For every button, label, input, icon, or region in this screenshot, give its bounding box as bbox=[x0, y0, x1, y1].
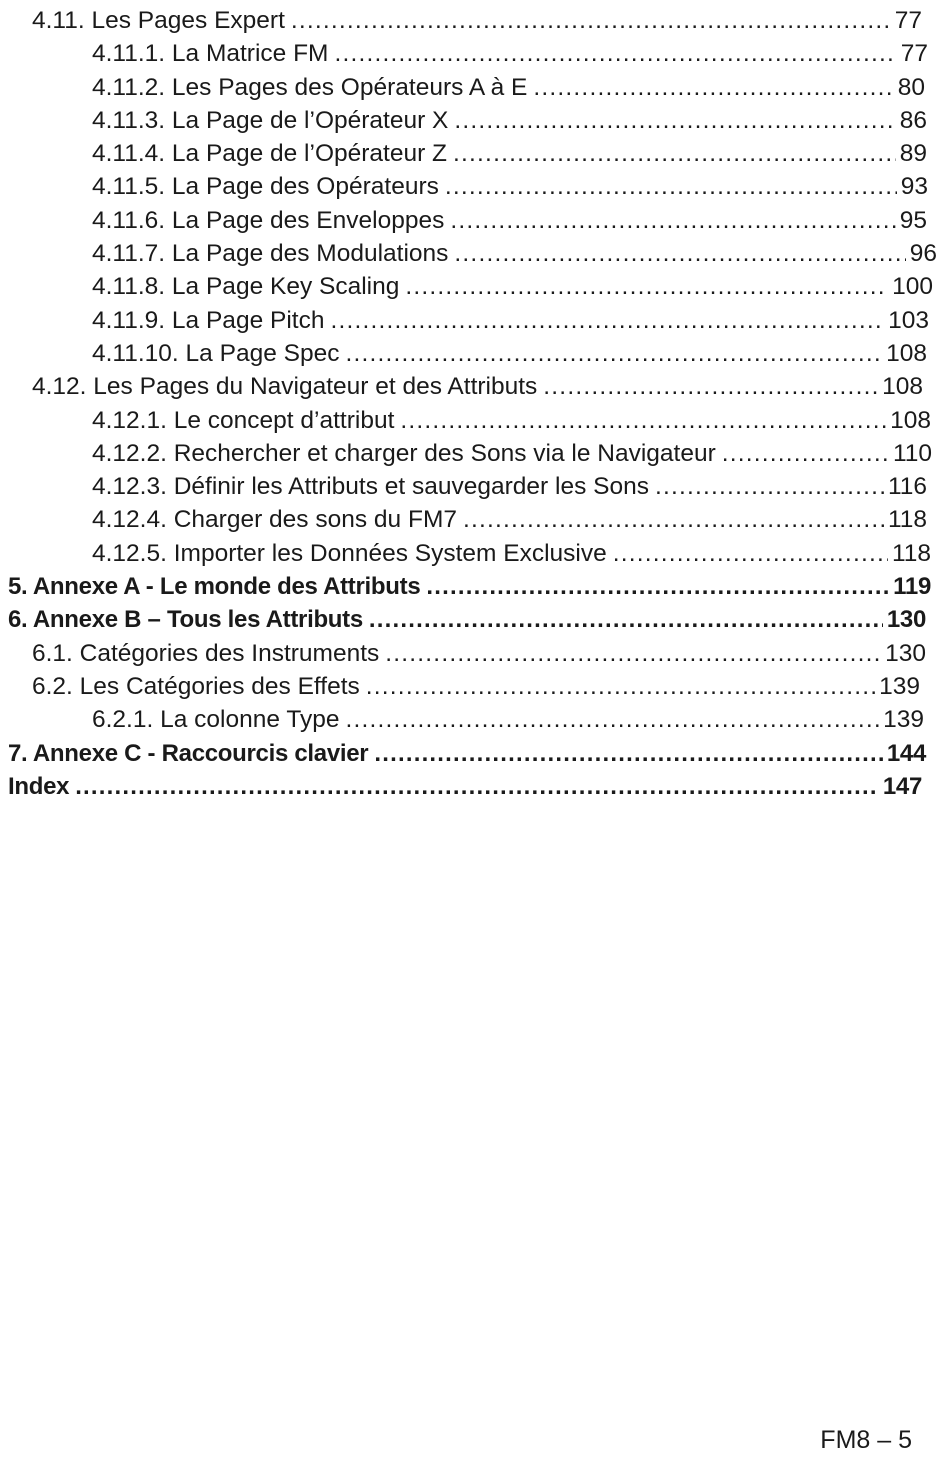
toc-leader-dots bbox=[543, 370, 878, 403]
toc-entry[interactable] bbox=[0, 237, 945, 270]
toc-entry-page: 80 bbox=[897, 73, 925, 101]
toc-entry-title: 4.12.4. Charger des sons du FM7 bbox=[92, 506, 457, 534]
toc-entry-title: 4.11.8. La Page Key Scaling bbox=[92, 273, 400, 301]
toc-leader-dots bbox=[453, 137, 896, 170]
toc-entry-page: 116 bbox=[887, 473, 927, 501]
toc-entry-title: 4.12. Les Pages du Navigateur et des Attributs bbox=[32, 373, 538, 401]
toc-entry[interactable] bbox=[0, 670, 945, 703]
toc-entry-page: 147 bbox=[882, 772, 922, 800]
toc-entry-title: 4.11.10. La Page Spec bbox=[92, 339, 340, 367]
toc-entry-title: 4.11.2. Les Pages des Opérateurs A à E bbox=[92, 73, 528, 101]
toc-entry-title: 4.11.6. La Page des Enveloppes bbox=[92, 206, 445, 234]
toc-entry-title: 4.11.3. La Page de l’Opérateur X bbox=[92, 106, 449, 134]
toc-entry-page: 77 bbox=[900, 40, 928, 68]
toc-leader-dots bbox=[374, 737, 882, 770]
toc-entry[interactable] bbox=[0, 104, 945, 137]
toc-entry[interactable] bbox=[0, 537, 945, 570]
toc-entry-page: 139 bbox=[883, 706, 924, 734]
toc-leader-dots bbox=[613, 537, 888, 570]
toc-entry-title: 4.11.7. La Page des Modulations bbox=[92, 240, 449, 268]
toc-entry[interactable] bbox=[0, 137, 945, 170]
toc-entry-title: 6. Annexe B – Tous les Attributs bbox=[8, 606, 363, 634]
toc-entry-title: 4.12.5. Importer les Données System Exclusive bbox=[92, 539, 607, 567]
toc-entry[interactable] bbox=[0, 170, 945, 203]
toc-entry-page: 108 bbox=[886, 339, 927, 367]
toc-entry-title: 4.12.2. Rechercher et charger des Sons via le Navigateur bbox=[92, 439, 716, 467]
toc-leader-dots bbox=[345, 703, 879, 736]
toc-leader-dots bbox=[75, 770, 879, 803]
toc-entry[interactable] bbox=[0, 737, 945, 770]
toc-leader-dots bbox=[345, 337, 882, 370]
toc-entry-title: 4.12.1. Le concept d’attribut bbox=[92, 406, 395, 434]
toc-entry-title: 6.2.1. La colonne Type bbox=[92, 706, 340, 734]
toc-entry-page: 93 bbox=[900, 173, 928, 201]
toc-entry[interactable] bbox=[0, 703, 945, 736]
toc-entry-page: 108 bbox=[882, 373, 923, 401]
toc-entry-page: 130 bbox=[886, 606, 926, 634]
toc-leader-dots bbox=[400, 404, 886, 437]
toc-leader-dots bbox=[366, 670, 875, 703]
toc-leader-dots bbox=[454, 237, 905, 270]
page-footer: FM8 – 5 bbox=[820, 1426, 912, 1454]
toc-entry-page: 103 bbox=[888, 306, 929, 334]
toc-leader-dots bbox=[655, 470, 884, 503]
toc-entry[interactable] bbox=[0, 437, 945, 470]
toc-entry-page: 96 bbox=[909, 240, 937, 268]
toc-entry-title: 4.11.5. La Page des Opérateurs bbox=[92, 173, 439, 201]
toc-leader-dots bbox=[330, 304, 884, 337]
toc-entry-title: 4.11.1. La Matrice FM bbox=[92, 40, 329, 68]
toc-entry[interactable] bbox=[0, 603, 945, 636]
toc-leader-dots bbox=[722, 437, 889, 470]
toc-entry-page: 130 bbox=[885, 639, 926, 667]
table-of-contents bbox=[0, 4, 945, 803]
toc-entry-page: 77 bbox=[894, 7, 922, 34]
toc-leader-dots bbox=[450, 204, 895, 237]
toc-leader-dots bbox=[334, 37, 896, 70]
toc-entry-page: 100 bbox=[892, 273, 933, 301]
toc-entry-title: 4.11.9. La Page Pitch bbox=[92, 306, 325, 334]
toc-entry-title: 4.11.4. La Page de l’Opérateur Z bbox=[92, 140, 448, 168]
toc-entry-page: 110 bbox=[892, 439, 932, 467]
toc-entry-page: 108 bbox=[890, 406, 931, 434]
toc-entry[interactable] bbox=[0, 503, 945, 536]
toc-entry[interactable] bbox=[0, 470, 945, 503]
toc-entry[interactable] bbox=[0, 270, 945, 303]
toc-entry[interactable] bbox=[0, 37, 945, 70]
toc-leader-dots bbox=[454, 104, 895, 137]
toc-leader-dots bbox=[445, 170, 897, 203]
toc-entry[interactable] bbox=[0, 370, 945, 403]
toc-entry[interactable] bbox=[0, 770, 945, 803]
toc-entry-page: 95 bbox=[899, 206, 927, 234]
toc-entry[interactable] bbox=[0, 71, 945, 104]
toc-entry-title: 5. Annexe A - Le monde des Attributs bbox=[8, 573, 421, 601]
toc-entry[interactable] bbox=[0, 404, 945, 437]
toc-entry-title: Index bbox=[8, 772, 70, 800]
toc-entry-page: 118 bbox=[891, 539, 931, 567]
toc-entry-page: 119 bbox=[893, 573, 931, 601]
toc-entry-page: 139 bbox=[879, 672, 920, 700]
toc-entry[interactable] bbox=[0, 4, 945, 37]
toc-entry-title: 6.2. Les Catégories des Effets bbox=[32, 672, 360, 700]
toc-leader-dots bbox=[533, 71, 893, 104]
toc-entry[interactable] bbox=[0, 304, 945, 337]
toc-leader-dots bbox=[385, 637, 881, 670]
toc-entry-title: 4.12.3. Définir les Attributs et sauvegarder les Sons bbox=[92, 473, 649, 501]
toc-entry[interactable] bbox=[0, 204, 945, 237]
toc-entry-title: 7. Annexe C - Raccourcis clavier bbox=[8, 739, 369, 767]
toc-leader-dots bbox=[463, 503, 884, 536]
toc-entry[interactable] bbox=[0, 337, 945, 370]
toc-entry-title: 4.11. Les Pages Expert bbox=[32, 7, 285, 34]
toc-leader-dots bbox=[405, 270, 888, 303]
toc-entry[interactable] bbox=[0, 637, 945, 670]
toc-entry-page: 118 bbox=[887, 506, 927, 534]
toc-leader-dots bbox=[291, 4, 891, 37]
toc-leader-dots bbox=[426, 570, 889, 603]
toc-entry-page: 144 bbox=[886, 739, 926, 767]
toc-entry[interactable] bbox=[0, 570, 945, 603]
toc-entry-page: 89 bbox=[899, 140, 927, 168]
toc-entry-page: 86 bbox=[899, 106, 927, 134]
toc-leader-dots bbox=[369, 603, 883, 636]
toc-entry-title: 6.1. Catégories des Instruments bbox=[32, 639, 380, 667]
